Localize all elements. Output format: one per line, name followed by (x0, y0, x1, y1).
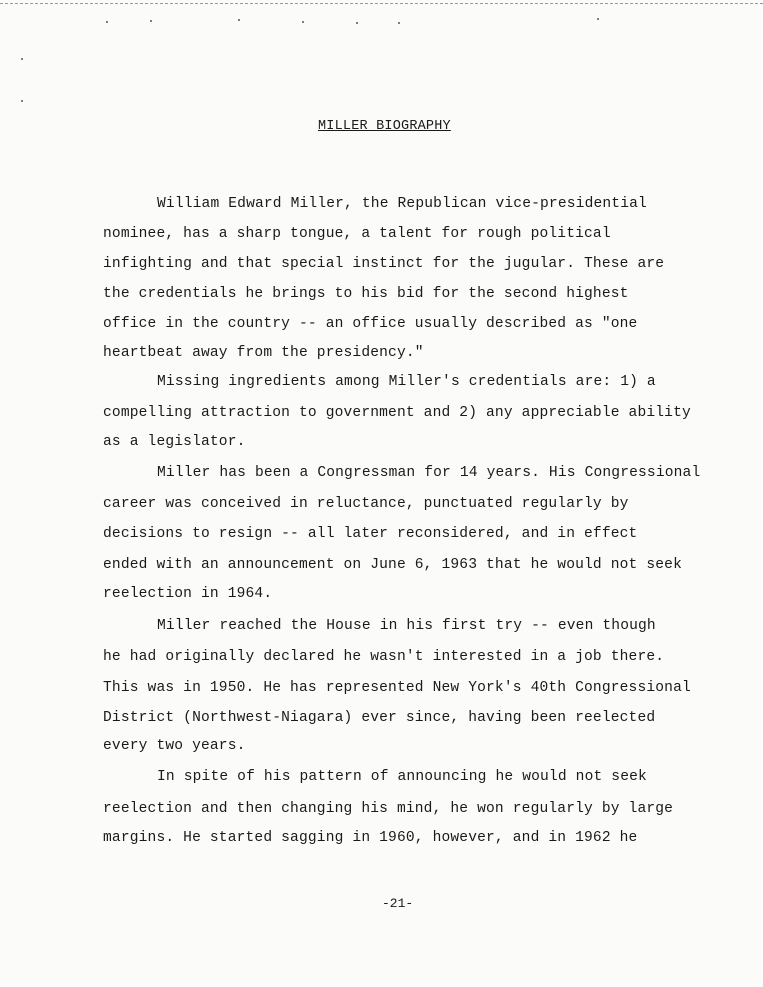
scan-speck (238, 19, 240, 21)
text-line: ended with an announcement on June 6, 1963 that he would not seek (103, 557, 682, 573)
document-title: MILLER BIOGRAPHY (318, 119, 451, 134)
scan-speck (21, 100, 23, 102)
scan-speck (106, 21, 108, 23)
text-line: he had originally declared he wasn't interested in a job there. (103, 649, 665, 665)
text-line: Miller reached the House in his first try -- even though (157, 618, 656, 634)
text-line: District (Northwest-Niagara) ever since, having been reelected (103, 710, 656, 726)
text-line: the credentials he brings to his bid for the second highest (103, 286, 629, 302)
text-line: reelection and then changing his mind, he won regularly by large (103, 801, 674, 817)
text-line: Missing ingredients among Miller's credentials are: 1) a (157, 374, 656, 390)
scan-speck (597, 18, 599, 20)
scan-speck (150, 20, 152, 22)
text-line: every two years. (103, 738, 246, 754)
page-top-edge (0, 3, 763, 4)
text-line: as a legislator. (103, 434, 246, 450)
text-line: infighting and that special instinct for the jugular. These are (103, 256, 665, 272)
text-line: career was conceived in reluctance, punctuated regularly by (103, 496, 629, 512)
text-line: This was in 1950. He has represented New York's 40th Congressional (103, 680, 691, 696)
scan-speck (356, 22, 358, 24)
text-line: margins. He started sagging in 1960, however, and in 1962 he (103, 830, 638, 846)
scan-speck (21, 58, 23, 60)
text-line: nominee, has a sharp tongue, a talent for rough political (103, 226, 611, 242)
text-line: William Edward Miller, the Republican vice-presidential (157, 196, 647, 212)
page-number: -21- (382, 896, 414, 911)
text-line: reelection in 1964. (103, 586, 273, 602)
text-line: office in the country -- an office usually described as "one (103, 316, 638, 332)
text-line: heartbeat away from the presidency." (103, 345, 424, 361)
text-line: compelling attraction to government and 2) any appreciable ability (103, 405, 691, 421)
text-line: Miller has been a Congressman for 14 years. His Congressional (157, 465, 701, 481)
text-line: In spite of his pattern of announcing he would not seek (157, 769, 647, 785)
scan-speck (302, 21, 304, 23)
scan-speck (398, 22, 400, 24)
text-line: decisions to resign -- all later reconsidered, and in effect (103, 526, 638, 542)
